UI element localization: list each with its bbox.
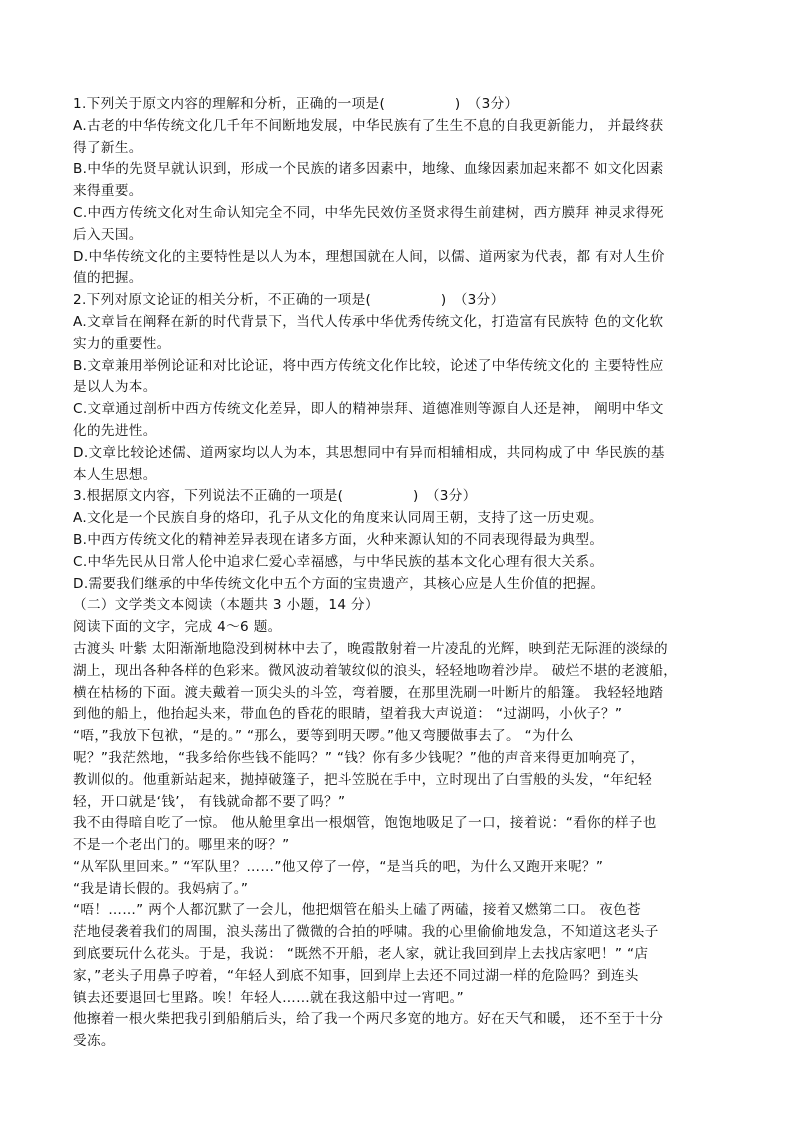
question-2-option-d-cont: 本人生思想。 — [73, 466, 157, 483]
passage-line: 呢？”我茫然地，“我多给你些钱不能吗？” “钱？你有多少钱呢？”他的声音来得更加响亮了， — [73, 749, 645, 766]
passage-line: 到底要玩什么花头。于是，我说： “既然不开船，老人家，就让我回到岸上去找店家吧！” “店 — [73, 946, 649, 963]
passage-line: 茫地侵袭着我们的周围，浪头荡出了微微的合拍的呼啸。我的心里偷偷地发急，不知道这老头子 — [73, 924, 659, 941]
question-1-option-d: D.中华传统文化的主要特性是以人为本，理想国就在人间，以儒、道两家为代表，都 有对人生价 — [73, 248, 665, 265]
question-2-option-a-cont: 实力的重要性。 — [73, 335, 171, 352]
section-heading: （二）文学类文本阅读（本题共 3 小题，14 分） — [73, 597, 379, 614]
passage-line: 他擦着一根火柴把我引到船艄后头，给了我一个两尺多宽的地方。好在天气和暖， 还不至于十分 — [73, 1011, 664, 1028]
passage-line: “唔！……” 两个人都沉默了一会儿，他把烟管在船头上磕了两磕，接着又燃第二口。 夜色苍 — [73, 902, 641, 919]
passage-line: 教训似的。他重新站起来，抛掉破篷子，把斗笠脱在手中，立时现出了白雪般的头发，“年纪轻 — [73, 771, 653, 788]
reading-instruction: 阅读下面的文字，完成 4～6 题。 — [73, 619, 282, 636]
passage-line: 受冻。 — [73, 1033, 115, 1050]
question-3-option-c: C.中华先民从日常人伦中追求仁爱心幸福感，与中华民族的基本文化心理有很大关系。 — [73, 553, 604, 570]
question-3-option-b: B.中西方传统文化的精神差异表现在诸多方面，火种来源认知的不同表现得最为典型。 — [73, 531, 604, 548]
question-2-stem: 2.下列对原文论证的相关分析，不正确的一项是( ) （3分） — [73, 292, 505, 309]
passage-line: 湖上，现出各种各样的色彩来。微风波动着皱纹似的浪头，轻轻地吻着沙岸。 破烂不堪的老渡船， — [73, 662, 678, 679]
passage-line: 古渡头 叶紫 太阳渐渐地隐没到树林中去了，晚霞散射着一片凌乱的光辉，映到茫无际涯的淡绿的 — [73, 640, 668, 657]
passage-line: 我不由得暗自吃了一惊。 他从舱里拿出一根烟管，饱饱地吸足了一口，接着说：“看你的样子也 — [73, 815, 657, 832]
question-1-stem: 1.下列关于原文内容的理解和分析，正确的一项是( ) （3分） — [73, 96, 519, 112]
question-3-option-a: A.文化是一个民族自身的烙印，孔子从文化的角度来认同周王朝，支持了这一历史观。 — [73, 510, 603, 527]
question-3-option-d: D.需要我们继承的中华传统文化中五个方面的宝贵遗产，其核心应是人生价值的把握。 — [73, 575, 605, 592]
passage-line: 轻，开口就是‘钱’， 有钱就命都不要了吗？” — [73, 793, 346, 810]
passage-line: 不是一个老出门的。哪里来的呀？” — [73, 837, 290, 854]
question-1-option-d-cont: 值的把握。 — [73, 270, 143, 287]
passage-line: 家，”老头子用鼻子哼着，“年轻人到底不知事，回到岸上去还不同过湖一样的危险吗？到连头 — [73, 967, 639, 984]
passage-line: 镇去还要退回七里路。唉！年轻人……就在我这船中过一宵吧。” — [73, 989, 465, 1006]
question-1-option-a-cont: 得了新生。 — [73, 139, 143, 156]
question-1-option-a: A.古老的中华传统文化几千年不间断地发展，中华民族有了生生不息的自我更新能力， 并最终获 — [73, 117, 664, 134]
document-page — [73, 94, 723, 1053]
passage-line: “唔，”我放下包袱，“是的。” “那么，要等到明天啰。”他又弯腰做事去了。 “为什么 — [73, 728, 574, 745]
passage-line: “我是请长假的。我妈病了。” — [73, 880, 249, 897]
question-2-option-d: D.文章比较论述儒、道两家均以人为本，其思想同中有异而相辅相成，共同构成了中 华民族的基 — [73, 444, 665, 461]
question-1-option-c-cont: 后入天国。 — [73, 226, 143, 243]
question-2-option-a: A.文章旨在阐释在新的时代背景下，当代人传承中华优秀传统文化，打造富有民族特 色的文化软 — [73, 313, 664, 330]
question-2-option-b: B.文章兼用举例论证和对比论证，将中西方传统文化作比较，论述了中华传统文化的 主要特性应 — [73, 357, 664, 374]
question-1-option-b-cont: 来得重要。 — [73, 183, 143, 200]
passage-line: 横在枯杨的下面。渡夫戴着一顶尖头的斗笠，弯着腰，在那里洗刷一叶断片的船篷。 我轻轻地踏 — [73, 684, 664, 701]
question-2-option-c: C.文章通过剖析中西方传统文化差异，即人的精神崇拜、道德准则等源自人还是神， 阐明中华文 — [73, 401, 664, 418]
question-1-option-b: B.中华的先贤早就认识到，形成一个民族的诸多因素中，地缘、血缘因素加起来都不 如文化因素 — [73, 161, 664, 178]
passage-line: 到他的船上，他抬起头来，带血色的昏花的眼睛，望着我大声说道： “过湖吗，小伙子？” — [73, 706, 623, 723]
question-2-option-c-cont: 化的先进性。 — [73, 422, 157, 439]
passage-line: “从军队里回来。” “军队里？……”他又停了一停，“是当兵的吧，为什么又跑开来呢？” — [73, 858, 604, 875]
question-1-option-c: C.中西方传统文化对生命认知完全不同，中华先民效仿圣贤求得生前建树，西方膜拜 神灵求得死 — [73, 204, 664, 221]
question-3-stem: 3.根据原文内容，下列说法不正确的一项是( ) （3分） — [73, 488, 477, 505]
question-2-option-b-cont: 是以人为本。 — [73, 379, 157, 396]
